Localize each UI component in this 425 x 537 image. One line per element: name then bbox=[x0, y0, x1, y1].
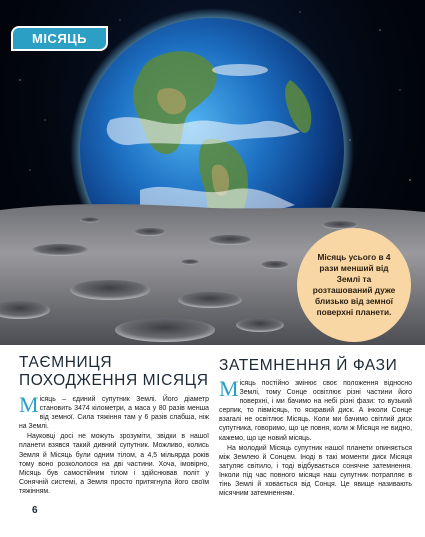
section-tag: МІСЯЦЬ bbox=[11, 26, 108, 51]
left-heading bbox=[19, 354, 209, 390]
fact-callout-bubble bbox=[297, 228, 411, 342]
right-paragraph-1-text: ісяць постійно змінює своє положення відносно Землі, тому Сонце освітлює різні частини його поверхні, і ми бачимо на небі різні фази: то вузький серпик, то півмісяць, то яскравий диск. А інколи Сонце взагалі не освітлює Місяць. Коли ми бачимо світлий диск супутника, говоримо, що це повня, коли ж Місяця не видно, кажемо, що це новий місяць. bbox=[219, 380, 412, 442]
left-body bbox=[19, 392, 209, 496]
right-paragraph-1 bbox=[219, 376, 412, 443]
left-paragraph-1-text: ісяць – єдиний супутник Землі. Його діаметр становить 3474 кілометри, а маса у 80 разів менша від земної. Сила тяжіння там у 6 разів слабша, ніж на Землі. bbox=[19, 396, 209, 431]
right-dropcap: М bbox=[219, 376, 239, 401]
right-paragraph-2: На молодий Місяць супутник нашої планети опиняється між Землею й Сонцем. Іноді в такі моменти диск Місяця затуляє світило, і тоді відбувається сонячне затемнення. Інколи під час повного місяця наш супутник потрапляє в тінь Землі й ховається від Сонця. Це явище називають місячним затемненням. bbox=[219, 444, 412, 498]
left-paragraph-1 bbox=[19, 392, 209, 431]
left-dropcap: М bbox=[19, 392, 39, 417]
left-column bbox=[19, 354, 209, 497]
right-heading: ЗАТЕМНЕННЯ Й ФАЗИ bbox=[219, 357, 398, 374]
left-heading-line2: ПОХОДЖЕННЯ МІСЯЦЯ bbox=[19, 372, 209, 389]
page-number: 6 bbox=[32, 505, 38, 516]
left-paragraph-2: Науковці досі не можуть зрозуміти, звідки в нашої планети взявся такий дивний супутник. Можливо, колись Земля й Місяць були одним тілом, а 4,5 мільярда років тому воно розкололося на дві частини. Хоча, імовірно, Місяць був самостійним тілом і здійснював політ у Сонячній системі, а Земля просто притягнула його своїм тяжінням. bbox=[19, 433, 209, 495]
left-heading-line1: ТАЄМНИЦЯ bbox=[19, 354, 113, 371]
right-body bbox=[219, 376, 412, 498]
right-column bbox=[219, 354, 412, 499]
callout-text: Місяць усього в 4 рази менший від Землі та розташований дуже близько від земної поверхні планети. bbox=[312, 252, 396, 317]
